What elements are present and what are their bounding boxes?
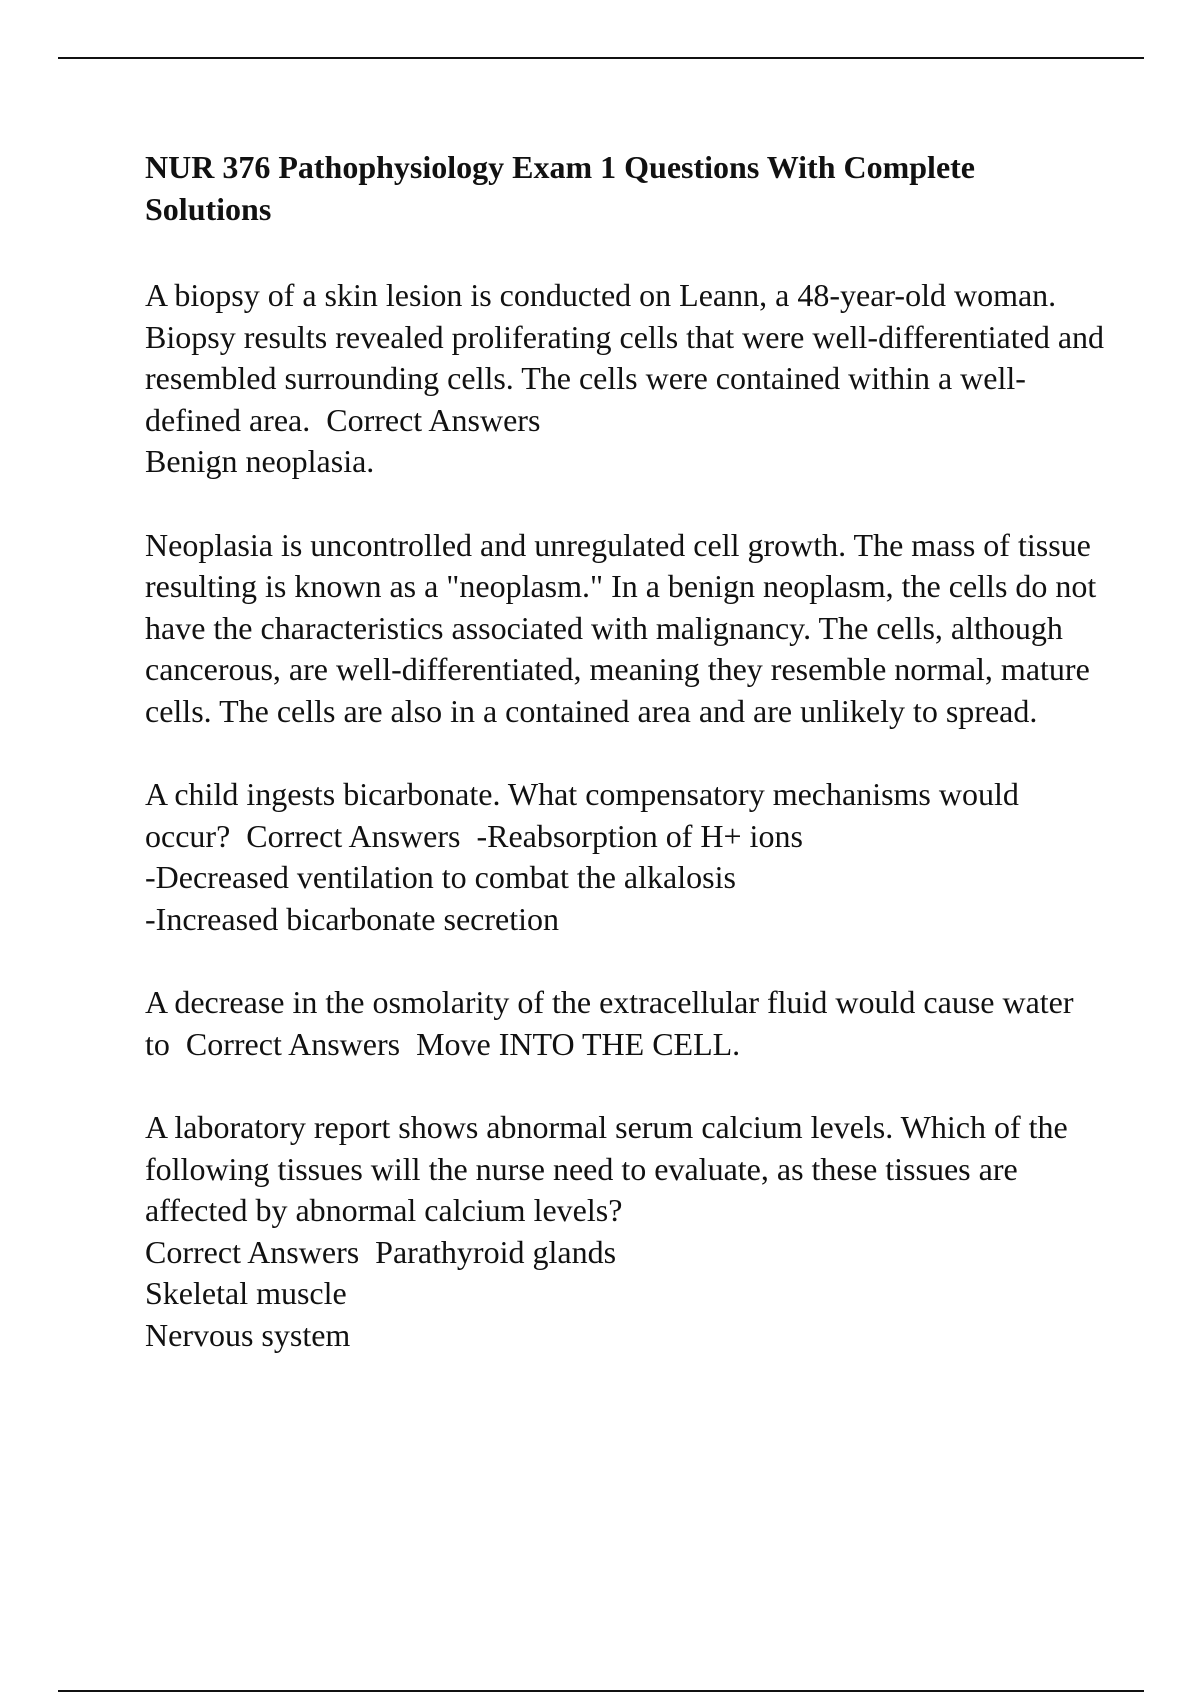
answer-line: Skeletal muscle [145,1275,347,1311]
question-text: A decrease in the osmolarity of the extracellular fluid would cause water to [145,984,1082,1062]
answer-line: -Decreased ventilation to combat the alkalosis [145,859,736,895]
answer-label: Correct Answers [326,401,541,438]
answer-line: -Reabsorption of H+ ions [476,817,803,854]
answer-label: Correct Answers [185,1025,401,1062]
qa-item-4 [145,1107,1105,1356]
answer-text: Benign neoplasia. [145,443,375,479]
qa-item-2 [145,774,1105,940]
answer-line: Nervous system [145,1316,351,1353]
qa-item-3 [145,982,1105,1065]
answer-label: Correct Answers [145,1233,360,1270]
answer-text: Move INTO THE CELL. [416,1025,741,1062]
document-body [145,146,1113,1398]
answer-label: Correct Answers [246,817,461,854]
document-title: NUR 376 Pathophysiology Exam 1 Questions With Complete Solutions [145,149,975,227]
answer-line: Parathyroid glands [375,1233,617,1270]
question-text: A biopsy of a skin lesion is conducted on Leann, a 48-year-old woman. Biopsy results revealed proliferating cells that were well-differentiated and resembled surrounding cells. The cells were contained within a well-defined area. [145,277,1113,438]
bottom-divider [58,1690,1144,1692]
qa-item-1 [145,275,1113,483]
top-divider [58,57,1144,59]
answer-line: -Increased bicarbonate secretion [145,900,559,937]
question-text: A child ingests bicarbonate. What compensatory mechanisms would occur? [145,776,1027,854]
question-text: A laboratory report shows abnormal serum calcium levels. Which of the following tissues will the nurse need to evaluate, as these tissues are affected by abnormal calcium levels? [145,1109,1076,1228]
explanation-paragraph: Neoplasia is uncontrolled and unregulated cell growth. The mass of tissue resulting is known as a "neoplasm." In a benign neoplasm, the cells do not have the characteristics associated with malignancy. The cells, although cancerous, are well-differentiated, meaning they resemble normal, mature cells. The cells are also in a contained area and are unlikely to spread. [145,526,1105,729]
